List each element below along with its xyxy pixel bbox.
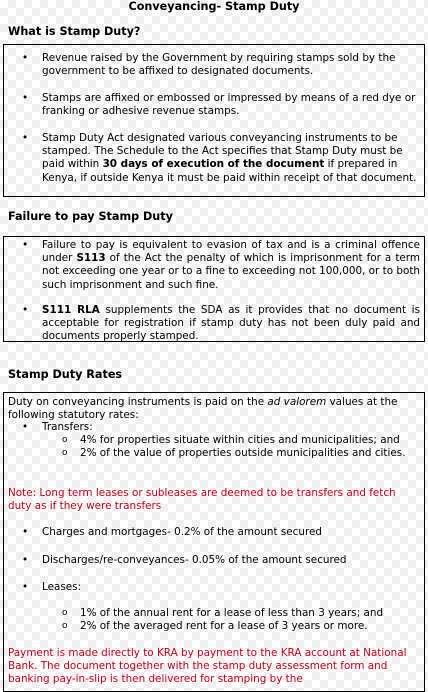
bullet-icon: • [22,421,29,433]
leases-item-1: 1% of the annual rent for a lease of less than 3 years; and [80,607,384,619]
rates-intro: Duty on conveyancing instruments is paid on the ad valorem values at the following statutory rates: [8,396,398,422]
bullet-icon: • [22,581,29,593]
failure-bullet-2: S111 RLA supplements the SDA as it provides that no document is acceptable for registration if stamp duty has not been duly paid and documents properly stamped. [42,304,420,343]
bullet-icon: • [22,239,29,251]
bullet-icon: • [22,304,29,316]
heading-failure-to-pay: Failure to pay Stamp Duty [8,210,173,223]
rates-charges: Charges and mortgages- 0.2% of the amount secured [42,526,322,538]
what-bullet-1: Revenue raised by the Government by requiring stamps sold by the government to be affixed to designated documents. [42,52,396,78]
sub-bullet-icon: o [62,448,68,458]
rates-leases: Leases: [42,581,82,593]
sub-bullet-icon: o [62,608,68,618]
sub-bullet-icon: o [62,621,68,631]
transfers-item-1: 4% for properties situate within cities and municipalities; and [80,434,400,446]
rates-discharges: Discharges/re-conveyances- 0.05% of the amount secured [42,554,347,566]
what-bullet-3: Stamp Duty Act designated various conveyancing instruments to be stamped. The Schedule to the Act specifies that Stamp Duty must be paid within 30 days of execution of the document if prepared in Kenya, if outside Kenya it must be paid within receipt of that document. [42,132,417,184]
bullet-icon: • [22,52,29,64]
bullet-icon: • [22,132,29,144]
heading-stamp-duty-rates: Stamp Duty Rates [8,368,123,381]
rates-note: Note: Long term leases or subleases are deemed to be transfers and fetch duty as if they were transfers [8,487,396,513]
heading-what-is-stamp-duty: What is Stamp Duty? [8,25,141,38]
bullet-icon: • [22,526,29,538]
page-title: Conveyancing- Stamp Duty [128,0,300,13]
sub-bullet-icon: o [62,435,68,445]
failure-bullet-1: Failure to pay is equivalent to evasion of tax and is a criminal offence under S113 of the Act the penalty of which is imprisonment for a term not exceeding one year or to a fine to exceeding not 100,000, or to both such imprisonment and such fine. [42,239,420,291]
what-bullet-2: Stamps are affixed or embossed or impressed by means of a red dye or franking or adhesive revenue stamps. [42,92,416,118]
transfers-item-2: 2% of the value of properties outside municipalities and cities. [80,447,406,459]
rates-payment-note: Payment is made directly to KRA by payment to the KRA account at National Bank. The document together with the stamp duty assessment form and banking pay-in-slip is then delivered for stamping by the [8,647,407,686]
bullet-icon: • [22,554,29,566]
bullet-icon: • [22,92,29,104]
leases-item-2: 2% of the averaged rent for a lease of 3 years or more. [80,620,368,632]
rates-transfers: Transfers: [42,421,93,433]
